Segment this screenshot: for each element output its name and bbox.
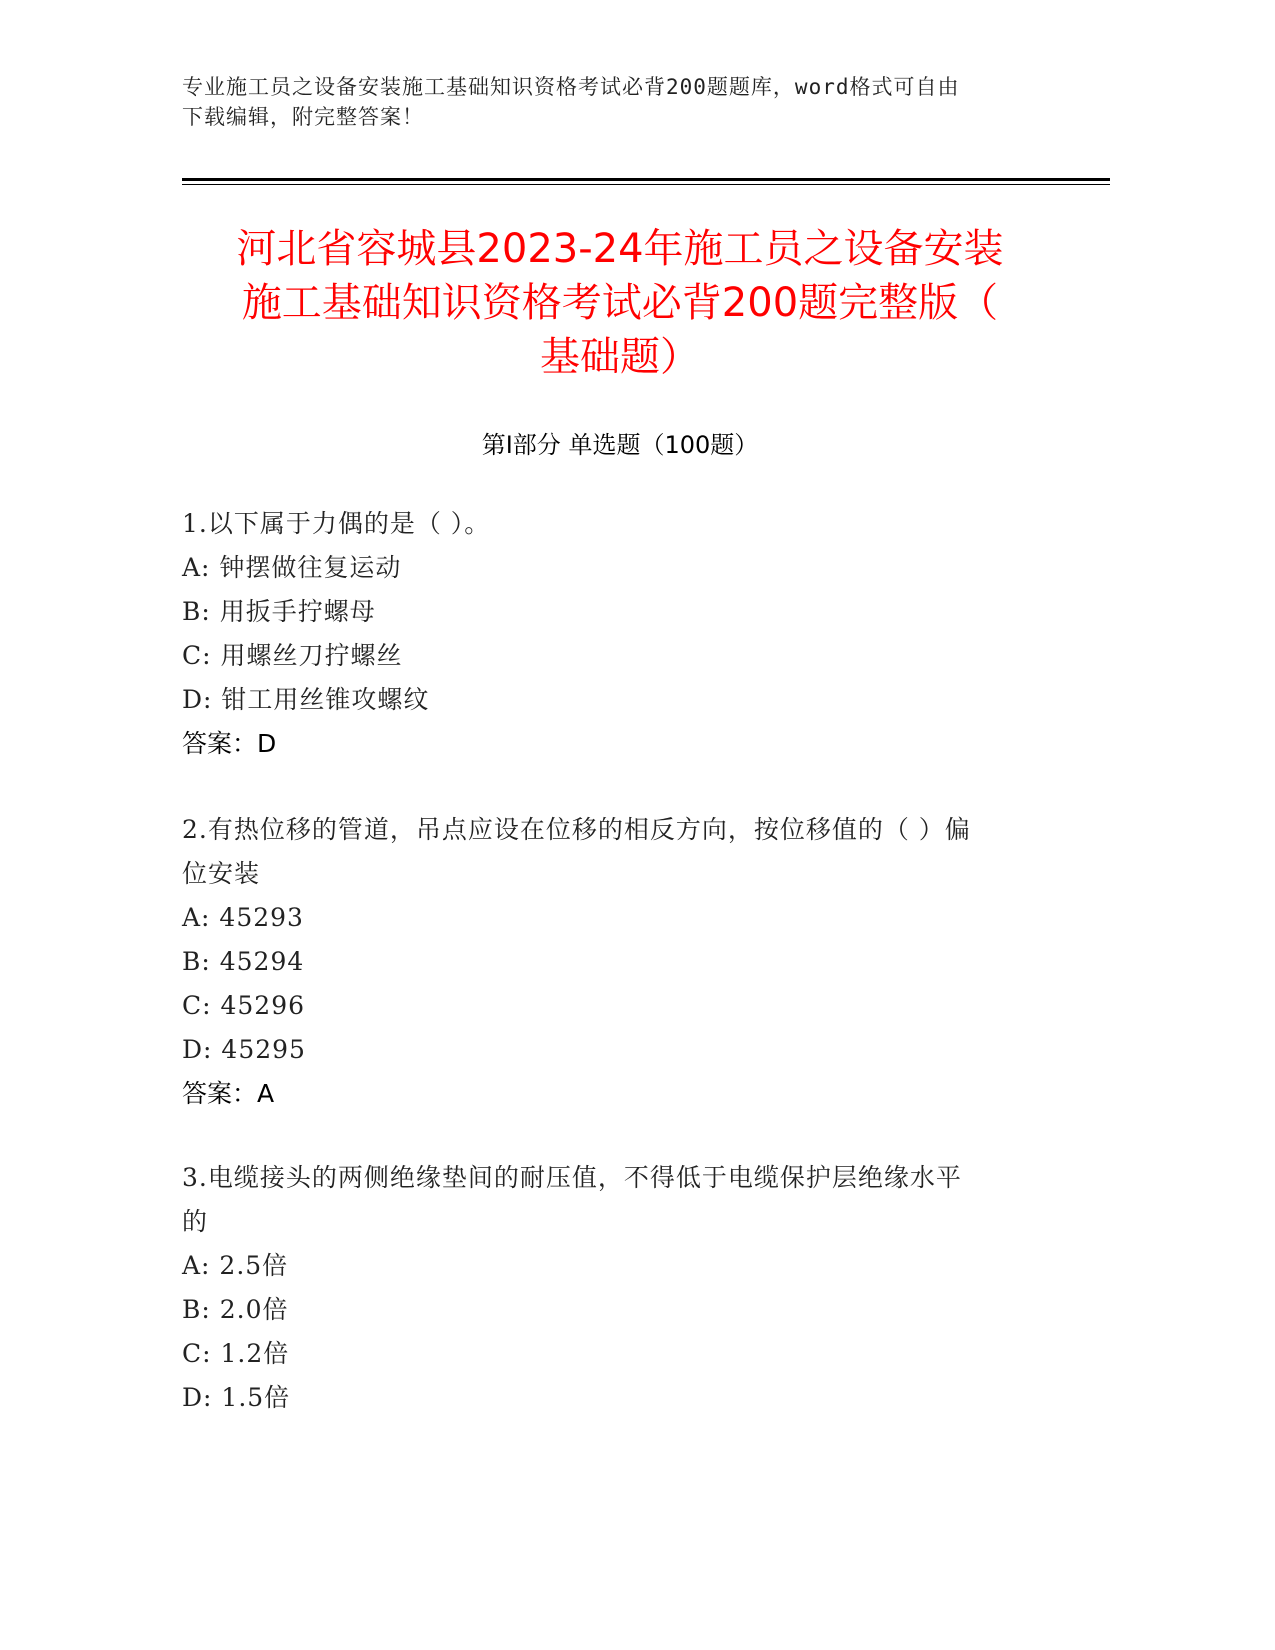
intro-text <box>182 72 1062 132</box>
section-heading: 第Ⅰ部分 单选题（100题） <box>481 431 759 459</box>
option-a: A: 钟摆做往复运动 <box>182 553 402 582</box>
question-2 <box>182 808 1042 1116</box>
intro-line-1: 专业施工员之设备安装施工基础知识资格考试必背200题题库，word格式可自由 <box>182 75 960 99</box>
option-b: B: 用扳手拧螺母 <box>182 597 376 626</box>
question-stem: 1.以下属于力偶的是（ ）。 <box>182 509 491 538</box>
option-b: B: 45294 <box>182 947 305 976</box>
header-rule-thin <box>182 184 1110 185</box>
title-line-2: 施工基础知识资格考试必背200题完整版（ <box>241 280 999 326</box>
option-a: A: 2.5倍 <box>182 1251 289 1280</box>
option-a: A: 45293 <box>182 903 304 932</box>
option-c: C: 1.2倍 <box>182 1339 290 1368</box>
option-d: D: 1.5倍 <box>182 1383 291 1412</box>
title-line-3: 基础题） <box>540 334 700 380</box>
intro-line-2: 下载编辑，附完整答案！ <box>182 105 424 129</box>
title-line-1: 河北省容城县2023-24年施工员之设备安装 <box>236 226 1004 272</box>
option-d: D: 45295 <box>182 1035 306 1064</box>
answer-line: 答案：A <box>182 1079 275 1108</box>
question-1 <box>182 502 1042 766</box>
question-stem: 3.电缆接头的两侧绝缘垫间的耐压值，不得低于电缆保护层绝缘水平 <box>182 1163 962 1192</box>
option-d: D: 钳工用丝锥攻螺纹 <box>182 685 430 714</box>
answer-line: 答案：D <box>182 729 277 758</box>
document-title <box>182 222 1058 384</box>
question-3 <box>182 1156 1042 1420</box>
option-b: B: 2.0倍 <box>182 1295 289 1324</box>
header-rule-thick <box>182 178 1110 181</box>
question-stem: 2.有热位移的管道，吊点应设在位移的相反方向，按位移值的（ ）偏 <box>182 815 971 844</box>
question-stem-continued: 位安装 <box>182 859 261 888</box>
question-stem-continued: 的 <box>182 1207 209 1236</box>
option-c: C: 45296 <box>182 991 306 1020</box>
option-c: C: 用螺丝刀拧螺丝 <box>182 641 403 670</box>
